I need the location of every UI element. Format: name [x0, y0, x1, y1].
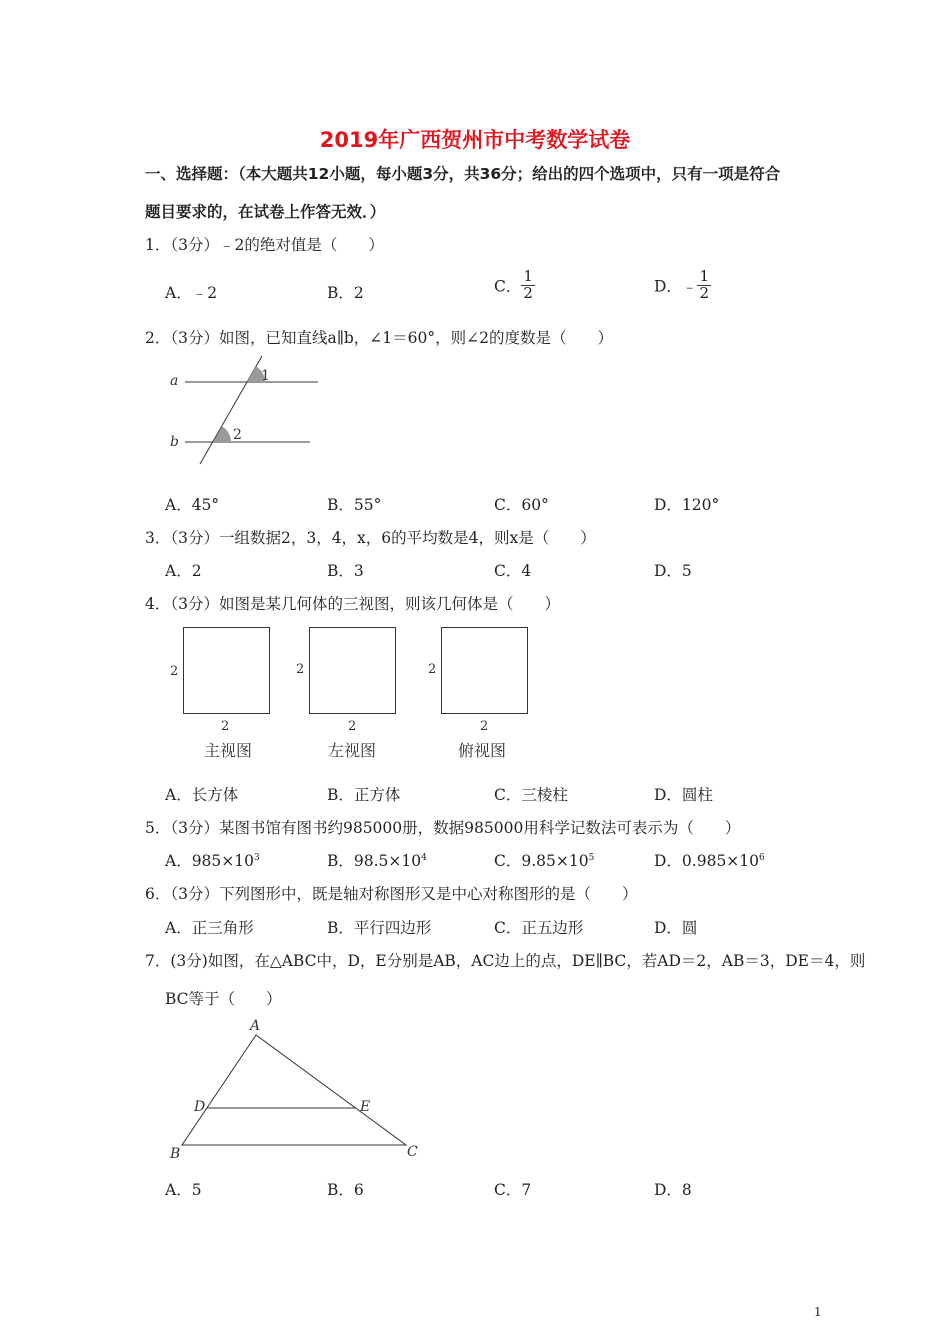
- q1-option-d-fraction: [697, 269, 711, 302]
- page-number: 1: [814, 1305, 822, 1319]
- front-view-side-label: 2: [170, 664, 179, 679]
- front-view-square: [184, 628, 270, 714]
- q2-option-a: A．45°: [165, 496, 220, 514]
- question-1-stem: 1．（3分）﹣2的绝对值是（ ）: [145, 236, 384, 254]
- vertex-c-label: C: [407, 1144, 418, 1160]
- q7-option-a: A．5: [165, 1181, 202, 1199]
- question-4-stem: 4．（3分）如图是某几何体的三视图，则该几何体是（ ）: [145, 595, 560, 613]
- q5-option-c-base: C．9.85×10: [494, 852, 589, 870]
- q1-option-b: B．2: [327, 284, 364, 302]
- triangle-abc: [182, 1035, 406, 1145]
- q1-option-a: A．﹣2: [165, 284, 218, 302]
- question-5-stem: 5．（3分）某图书馆有图书约985000册，数据985000用科学记数法可表示为（ ）: [145, 819, 741, 837]
- q4-option-d: D．圆柱: [654, 786, 713, 804]
- q5-option-c: [494, 849, 594, 871]
- q3-option-a: A．2: [165, 562, 202, 580]
- vertex-a-label: A: [250, 1018, 261, 1034]
- angle-2-sector: [213, 426, 231, 442]
- q7-option-d: D．8: [654, 1181, 692, 1199]
- question-7-stem-line2: BC等于（ ）: [165, 990, 282, 1008]
- front-view-caption: 主视图: [204, 741, 253, 760]
- q5-option-a: [165, 849, 260, 871]
- q2-option-b: B．55°: [327, 496, 382, 514]
- side-view-bottom-label: 2: [348, 719, 357, 734]
- q6-option-b: B．平行四边形: [327, 919, 432, 937]
- section-heading-line2: 题目要求的，在试卷上作答无效．）: [145, 203, 386, 221]
- q1-option-c-label: C．: [494, 277, 522, 296]
- side-view-square: [310, 628, 396, 714]
- q3-option-c: C．4: [494, 562, 532, 580]
- fraction-numerator: 1: [699, 267, 709, 285]
- q2-option-c: C．60°: [494, 496, 549, 514]
- top-view-caption: 俯视图: [458, 741, 507, 760]
- top-view-side-label: 2: [428, 662, 437, 677]
- q5-option-d-exponent: 6: [759, 852, 765, 863]
- label-a: a: [170, 373, 179, 389]
- q5-option-b-exponent: 4: [421, 852, 427, 863]
- three-views-figure: [160, 620, 550, 770]
- q6-option-d: D．圆: [654, 919, 698, 937]
- q5-option-d: [654, 849, 765, 871]
- q5-option-a-base: A．985×10: [165, 852, 254, 870]
- q4-option-c: C．三棱柱: [494, 786, 568, 804]
- fraction-denominator: 2: [523, 283, 533, 302]
- vertex-b-label: B: [170, 1146, 181, 1162]
- q1-option-d: [654, 269, 711, 302]
- q5-option-c-exponent: 5: [588, 852, 595, 863]
- q1-option-c: [494, 269, 535, 302]
- q2-option-d: D．120°: [654, 496, 720, 514]
- q5-option-d-base: D．0.985×10: [654, 852, 760, 870]
- question-3-stem: 3．（3分）一组数据2，3，4，x，6的平均数是4，则x是（ ）: [145, 529, 596, 547]
- q5-option-b-base: B．98.5×10: [327, 852, 422, 870]
- page-title: 2019年广西贺州市中考数学试卷: [319, 128, 631, 152]
- section-heading-line1: 一、选择题：（本大题共12小题，每小题3分，共36分；给出的四个选项中，只有一项是符合: [145, 165, 781, 183]
- label-b: b: [170, 434, 179, 450]
- q4-option-b: B．正方体: [327, 786, 401, 804]
- fraction-denominator: 2: [699, 283, 709, 302]
- q1-option-c-fraction: [521, 269, 535, 302]
- triangle-figure: [160, 1015, 430, 1165]
- parallel-lines-figure: [160, 350, 330, 470]
- q3-option-d: D．5: [654, 562, 692, 580]
- q5-option-b: [327, 849, 427, 871]
- label-angle-1: 1: [261, 368, 270, 384]
- q6-option-a: A．正三角形: [165, 919, 254, 937]
- front-view-bottom-label: 2: [221, 719, 230, 734]
- q7-option-c: C．7: [494, 1181, 532, 1199]
- vertex-d-label: D: [194, 1099, 206, 1115]
- top-view-square: [442, 628, 528, 714]
- label-angle-2: 2: [233, 427, 242, 443]
- question-7-stem-line1: 7．(3分)如图，在△ABC中，D，E分别是AB，AC边上的点，DE∥BC，若AD＝2，AB＝3，DE＝4，则: [145, 952, 866, 970]
- question-6-stem: 6．（3分）下列图形中，既是轴对称图形又是中心对称图形的是（ ）: [145, 885, 638, 903]
- vertex-e-label: E: [360, 1099, 371, 1115]
- q7-option-b: B．6: [327, 1181, 364, 1199]
- top-view-bottom-label: 2: [480, 719, 489, 734]
- q3-option-b: B．3: [327, 562, 364, 580]
- q4-option-a: A．长方体: [165, 786, 239, 804]
- q1-option-d-label: D．﹣: [654, 277, 698, 296]
- q5-option-a-exponent: 3: [254, 852, 260, 863]
- question-2-stem: 2．（3分）如图，已知直线a∥b，∠1＝60°，则∠2的度数是（ ）: [145, 329, 613, 347]
- q6-option-c: C．正五边形: [494, 919, 584, 937]
- fraction-numerator: 1: [523, 267, 533, 285]
- side-view-side-label: 2: [296, 662, 305, 677]
- side-view-caption: 左视图: [328, 741, 377, 760]
